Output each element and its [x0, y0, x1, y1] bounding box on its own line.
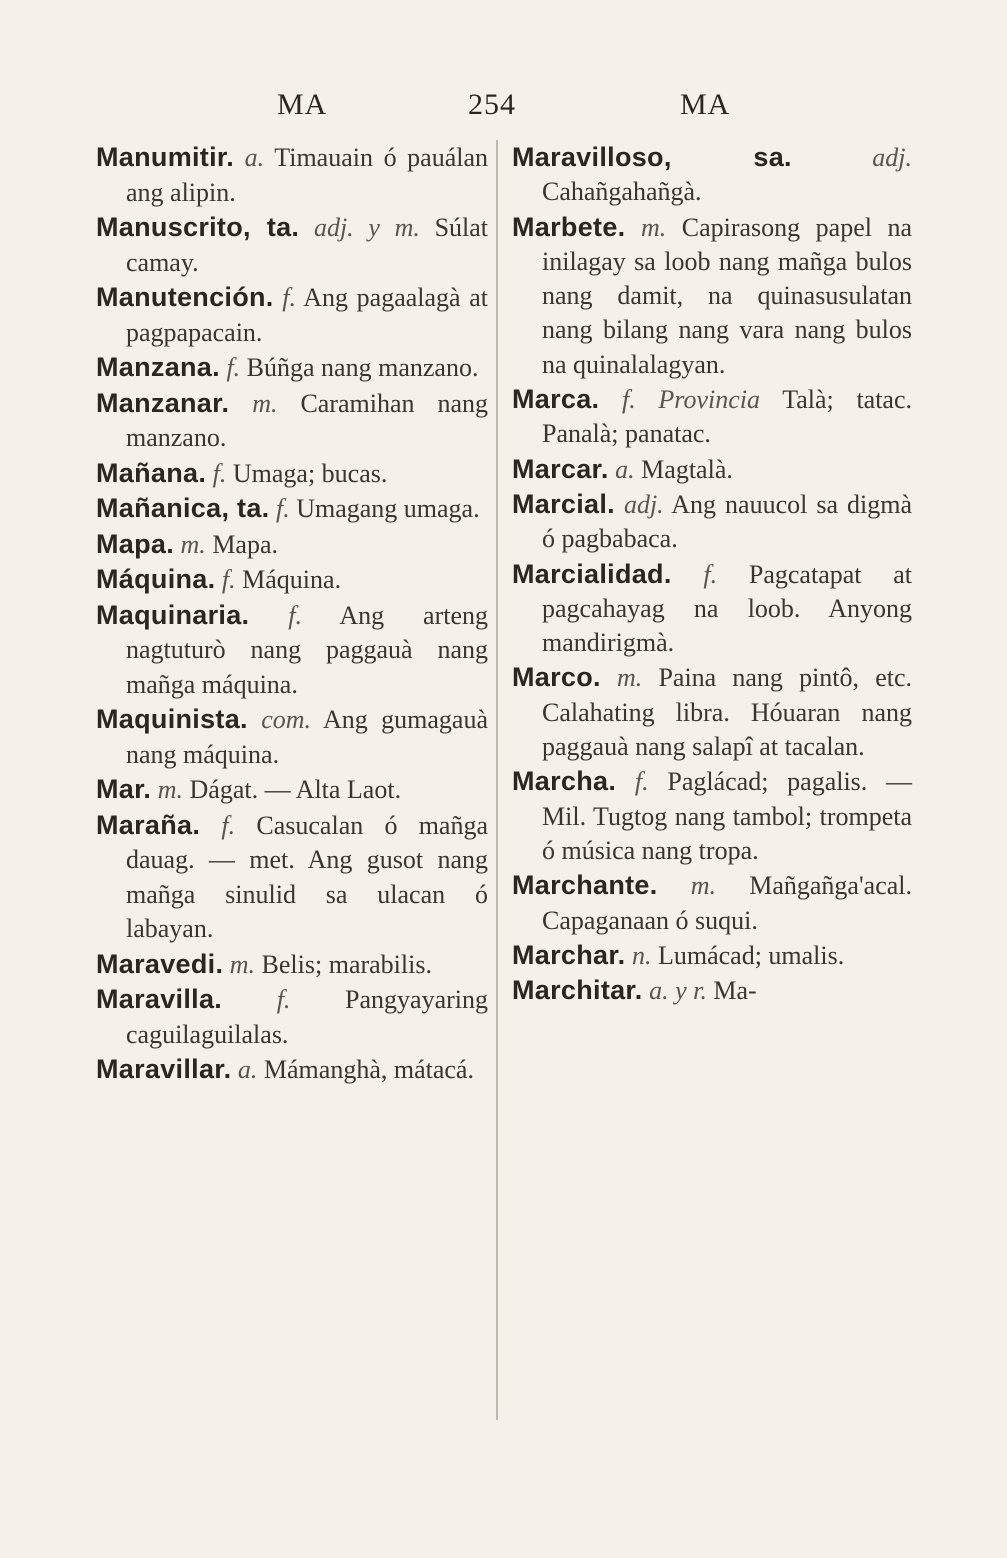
entry-grammar: m. — [229, 949, 256, 979]
entry-headword: Maravilla. — [96, 984, 223, 1014]
entry-grammar: m. — [640, 212, 667, 242]
entry-grammar: m. — [690, 871, 717, 901]
dictionary-entry — [96, 386, 488, 456]
entry-grammar: a. — [237, 1055, 258, 1084]
entry-definition: Súlat camay. — [126, 213, 489, 277]
dictionary-entry — [96, 598, 488, 703]
entry-grammar: adj. y m. — [313, 213, 420, 242]
page-number: 254 — [468, 88, 516, 121]
entry-headword: Maquinista. — [96, 704, 248, 734]
entry-grammar: f. — [288, 600, 302, 630]
entry-definition: Magtalà. — [641, 454, 733, 484]
entry-grammar: f. — [226, 353, 241, 382]
entry-headword: Maravillar. — [96, 1054, 232, 1084]
entry-grammar: f. Provincia — [622, 385, 760, 415]
entry-headword: Marchar. — [512, 939, 626, 970]
entry-definition: Ang gumagauà nang máquina. — [126, 705, 489, 769]
entry-headword: Maravilloso, sa. — [512, 142, 792, 172]
entry-definition: Ang pagaalagà at pagpapacain. — [126, 283, 488, 347]
entry-grammar: f. — [276, 985, 291, 1014]
entry-definition: Mañgañga'acal. Capaganaan ó suqui. — [542, 871, 913, 935]
dictionary-entry — [96, 280, 488, 350]
entry-grammar: f. — [282, 283, 296, 312]
entry-headword: Marchante. — [512, 870, 658, 901]
dictionary-entry — [96, 350, 488, 386]
entry-definition: Ang arteng nagtuturò nang paggauà nang mañga máquina. — [126, 600, 488, 699]
dictionary-entry — [96, 456, 488, 492]
dictionary-entry — [512, 487, 912, 557]
dictionary-entry — [512, 382, 912, 452]
entry-grammar: m. — [157, 775, 184, 804]
entry-headword: Maraña. — [96, 809, 201, 840]
entry-definition: Mapa. — [212, 529, 279, 559]
entry-grammar: f. — [275, 494, 290, 523]
entry-grammar: a. y r. — [649, 976, 707, 1006]
dictionary-entry — [96, 140, 488, 210]
column-divider — [496, 140, 498, 1420]
entry-definition: Pangyayaring caguilaguilalas. — [126, 985, 488, 1049]
dictionary-entry — [96, 808, 488, 947]
dictionary-entry — [512, 973, 912, 1008]
dictionary-entry — [512, 764, 912, 868]
entry-headword: Manumitir. — [96, 142, 235, 172]
entry-grammar: a. — [244, 143, 265, 172]
entry-grammar: n. — [631, 940, 652, 970]
entry-grammar: f. — [634, 767, 649, 797]
entry-headword: Manutención. — [96, 282, 274, 312]
entry-headword: Marchitar. — [512, 975, 643, 1006]
entry-headword: Marbete. — [512, 211, 626, 242]
entry-headword: Mar. — [96, 774, 152, 804]
dictionary-entry — [96, 491, 488, 527]
entry-headword: Mañanica, ta. — [96, 493, 270, 523]
entry-definition: Cahañgahañgà. — [542, 177, 702, 207]
entry-definition: Paina nang pintô, etc. Calahating libra. Hóuaran nang paggauà nang salapî at tacalan. — [542, 663, 913, 762]
entry-headword: Manzanar. — [96, 387, 230, 418]
dictionary-entry — [512, 140, 912, 210]
dictionary-entry — [96, 772, 488, 808]
entry-definition: Ang nauucol sa digmà ó pagbabaca. — [542, 489, 912, 554]
dictionary-entry — [512, 452, 912, 487]
entry-definition: Umaga; bucas. — [232, 458, 388, 488]
entry-headword: Máquina. — [96, 564, 216, 594]
entry-definition: Casucalan ó mañga dauag. — met. Ang gusot nang mañga sinulid sa ulacan ó labayan. — [126, 810, 489, 943]
entry-definition: Búñga nang manzano. — [246, 353, 479, 382]
dictionary-entry — [96, 210, 488, 280]
entry-definition: Caramihan nang manzano. — [126, 388, 488, 452]
entry-headword: Marcar. — [512, 453, 609, 484]
dictionary-entry — [512, 868, 912, 938]
entry-grammar: m. — [617, 663, 643, 693]
entry-headword: Manzana. — [96, 352, 220, 382]
entry-headword: Mapa. — [96, 528, 175, 559]
page-header — [0, 88, 1007, 128]
header-left-guide: MA — [277, 88, 328, 121]
entry-grammar: m. — [180, 529, 206, 559]
entry-definition: Talà; tatac. Panalà; panatac. — [542, 385, 913, 449]
entry-definition: Máquina. — [242, 565, 342, 594]
entry-headword: Maravedi. — [96, 948, 224, 979]
entry-definition: Umagang umaga. — [296, 494, 480, 523]
entry-grammar: adj. — [623, 489, 664, 519]
dictionary-entry — [512, 660, 912, 764]
dictionary-entry — [512, 557, 912, 661]
entry-headword: Manuscrito, ta. — [96, 212, 300, 242]
entry-grammar: a. — [615, 454, 635, 484]
entry-grammar: com. — [261, 705, 312, 734]
entry-definition: Dágat. — Alta Laot. — [189, 775, 402, 804]
entry-headword: Marcialidad. — [512, 558, 672, 589]
dictionary-entry — [96, 702, 488, 772]
dictionary-entry — [96, 527, 488, 563]
entry-definition: Paglácad; pagalis. — Mil. Tugtog nang tambol; trompeta ó música nang tropa. — [542, 767, 913, 865]
entry-grammar: f. — [212, 458, 227, 488]
dictionary-entry — [512, 938, 912, 973]
left-column — [96, 140, 488, 1088]
entry-definition: Mámanghà, mátacá. — [263, 1055, 474, 1084]
dictionary-entry — [96, 947, 488, 983]
entry-grammar: m. — [252, 388, 278, 418]
entry-grammar: f. — [221, 565, 236, 594]
entry-definition: Timauain ó pauálan ang alipin. — [126, 143, 489, 207]
entry-definition: Belis; marabilis. — [261, 949, 432, 979]
entry-headword: Marcial. — [512, 488, 615, 519]
entry-definition: Lumácad; umalis. — [657, 940, 845, 970]
entry-grammar: adj. — [872, 143, 912, 172]
header-right-guide: MA — [680, 88, 731, 121]
entry-grammar: f. — [221, 810, 236, 840]
entry-headword: Marca. — [512, 384, 600, 415]
entry-definition: Capirasong papel na inilagay sa loob nang mañga bulos nang damit, na quinasusulatan nang bilang nang vara nang bulos na quinalalagyan. — [542, 212, 913, 379]
right-column — [512, 140, 912, 1008]
dictionary-entry — [96, 562, 488, 598]
entry-headword: Maquinaria. — [96, 599, 250, 630]
entry-headword: Marcha. — [512, 766, 617, 797]
entry-definition: Pagcatapat at pagcahayag na loob. Anyong mandirigmà. — [542, 559, 913, 658]
dictionary-entry — [96, 982, 488, 1052]
entry-grammar: f. — [703, 559, 718, 589]
dictionary-entry — [96, 1052, 488, 1088]
entry-headword: Mañana. — [96, 457, 207, 488]
entry-headword: Marco. — [512, 662, 601, 693]
dictionary-entry — [512, 210, 912, 382]
entry-definition: Ma- — [713, 976, 757, 1006]
